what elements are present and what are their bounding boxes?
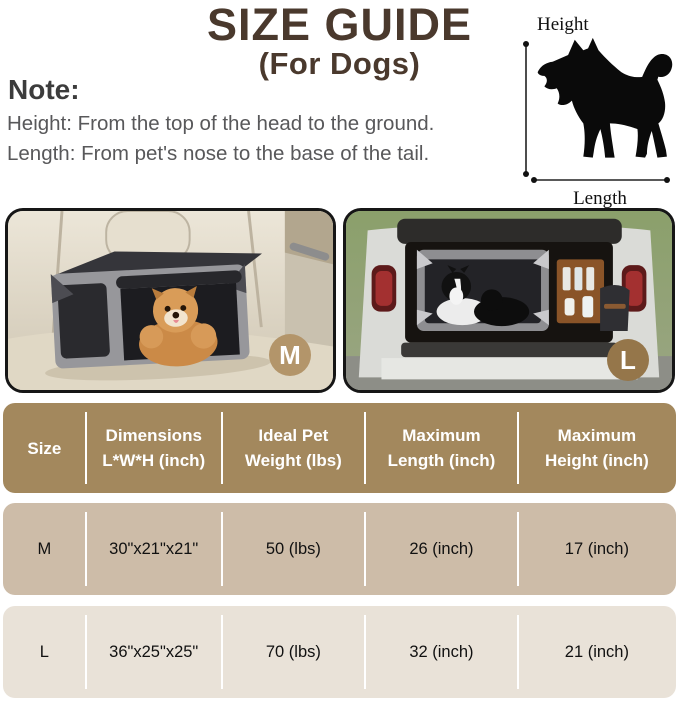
cell-m-max-length: 26 (inch) — [365, 503, 518, 595]
note-heading: Note: — [8, 74, 80, 105]
note-height-definition: Height: From the top of the head to the ground. — [7, 112, 435, 135]
column-header-max-height: Maximum Height (inch) — [518, 403, 676, 493]
cell-m-weight: 50 (lbs) — [222, 503, 365, 595]
cell-l-dimensions: 36"x25"x25" — [86, 606, 222, 698]
cell-l-max-height: 21 (inch) — [518, 606, 676, 698]
cell-m-dimensions: 30"x21"x21" — [86, 503, 222, 595]
cell-l-max-length: 32 (inch) — [365, 606, 518, 698]
dog-measurement-diagram — [500, 8, 679, 208]
table-row-m — [3, 503, 676, 595]
crate-large — [417, 250, 549, 331]
note-length-definition: Length: From pet's nose to the base of the tail. — [7, 142, 430, 165]
table-row-l — [3, 606, 676, 698]
size-badge-m: M — [269, 334, 311, 376]
cell-m-size: M — [37, 539, 52, 558]
dog-silhouette-icon — [538, 38, 673, 158]
column-header-max-length: Maximum Length (inch) — [365, 403, 518, 493]
column-header-size: Size — [27, 438, 62, 458]
height-label: Height — [537, 14, 589, 35]
photo-medium-crate — [5, 208, 336, 393]
photo-large-crate — [343, 208, 675, 393]
column-header-dimensions: Dimensions L*W*H (inch) — [86, 403, 222, 493]
title-main: SIZE GUIDE — [206, 0, 473, 50]
cell-l-weight: 70 (lbs) — [222, 606, 365, 698]
size-table — [3, 403, 676, 698]
cell-m-max-height: 17 (inch) — [518, 503, 676, 595]
cell-l-size: L — [39, 642, 49, 661]
length-label: Length — [573, 188, 627, 208]
title-sub: (For Dogs) — [258, 46, 421, 81]
table-header-row — [3, 403, 676, 493]
size-badge-l: L — [607, 339, 649, 381]
dog-measurement-svg — [500, 8, 679, 208]
column-header-weight: Ideal Pet Weight (lbs) — [222, 403, 365, 493]
